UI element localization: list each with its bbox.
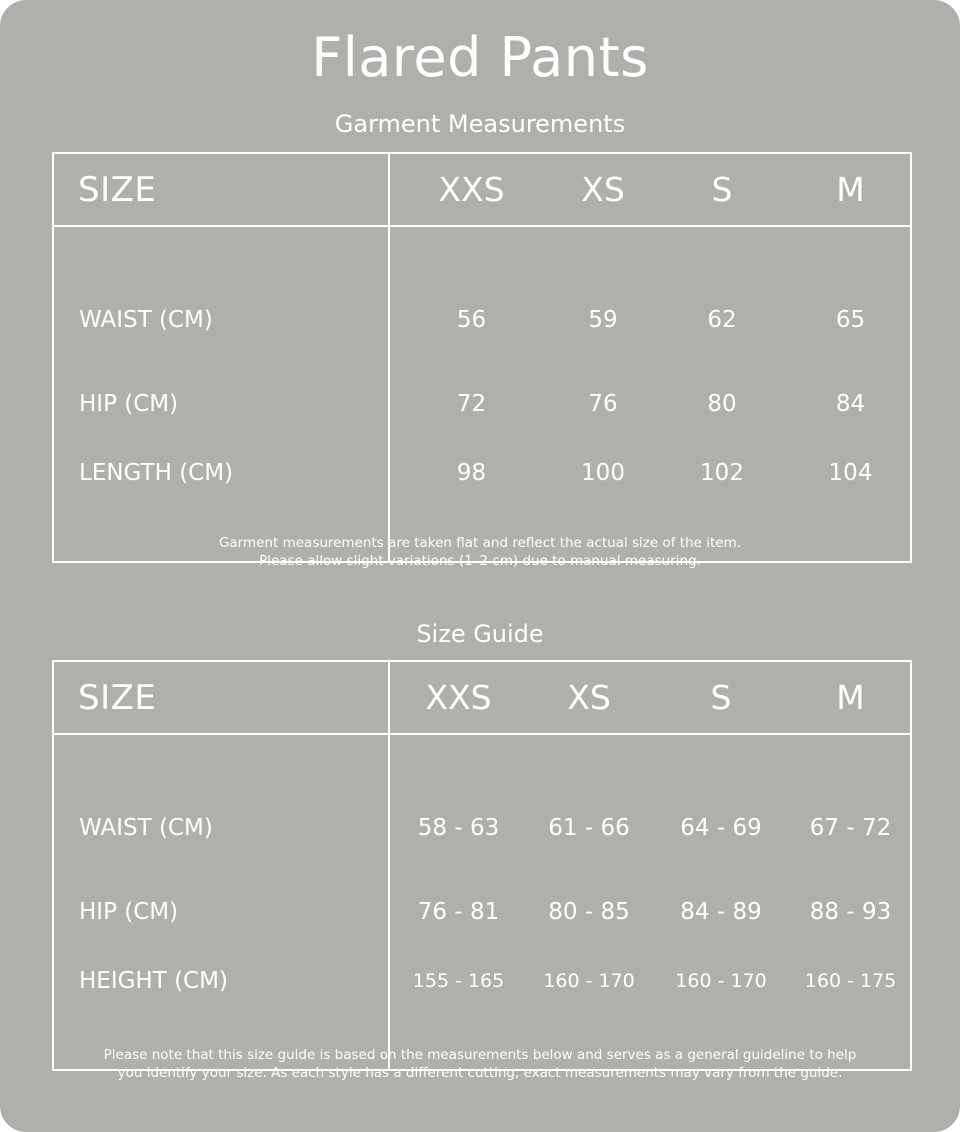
table-cell: 155 - 165 xyxy=(412,970,505,992)
note-line: you identify your size. As each style has a different cutting, exact measurements may vary from the guide. xyxy=(117,1065,843,1081)
table-row xyxy=(53,226,911,359)
table-cell: 58 - 63 xyxy=(417,815,500,841)
table-cell: 76 - 81 xyxy=(417,898,500,925)
table-header-row xyxy=(53,153,911,226)
note-line: Garment measurements are taken flat and reflect the actual size of the item. xyxy=(218,535,742,551)
size-header-xxs: XXS xyxy=(389,153,553,226)
size-header-s: S xyxy=(651,661,791,734)
table-cell: 98 xyxy=(456,460,487,486)
size-header-xs: XS xyxy=(527,661,651,734)
table-cell: 62 xyxy=(707,307,737,333)
note-line: Please allow slight variations (1–2 cm) due to manual measuring. xyxy=(259,553,701,569)
table-header-row xyxy=(53,661,911,734)
row-label-waist: WAIST (CM) xyxy=(53,226,389,359)
table-cell: 65 xyxy=(835,307,866,333)
size-header-s: S xyxy=(653,153,791,226)
row-label-length: LENGTH (CM) xyxy=(53,448,389,562)
size-guide-table xyxy=(52,660,912,1071)
table-cell: 160 - 175 xyxy=(804,970,897,992)
table-cell: 80 - 85 xyxy=(548,898,630,925)
size-header-m: M xyxy=(791,153,911,226)
garment-measurements-heading: Garment Measurements xyxy=(334,110,626,138)
table-cell: 61 - 66 xyxy=(548,815,630,841)
table-cell: 64 - 69 xyxy=(680,815,762,841)
table-cell: 160 - 170 xyxy=(543,970,635,992)
table-cell: 84 - 89 xyxy=(680,898,762,925)
table-row xyxy=(53,734,911,867)
row-label-waist: WAIST (CM) xyxy=(53,734,389,867)
table-cell: 80 xyxy=(707,390,737,417)
row-label-hip: HIP (CM) xyxy=(53,359,389,448)
size-header-label: SIZE xyxy=(53,153,389,226)
row-label-height: HEIGHT (CM) xyxy=(53,956,389,1070)
size-guide-note xyxy=(0,1046,960,1082)
garment-measurements-table xyxy=(52,152,912,563)
table-cell: 88 - 93 xyxy=(809,898,892,925)
garment-measurements-note xyxy=(0,534,960,570)
size-header-xxs: XXS xyxy=(389,661,527,734)
row-label-hip: HIP (CM) xyxy=(53,867,389,956)
table-cell: 84 xyxy=(835,390,866,417)
table-cell: 72 xyxy=(456,390,487,417)
size-header-xs: XS xyxy=(553,153,653,226)
table-cell: 59 xyxy=(588,307,618,333)
table-row xyxy=(53,867,911,956)
table-cell: 76 xyxy=(588,390,618,417)
size-header-m: M xyxy=(791,661,911,734)
table-cell: 100 xyxy=(581,460,625,486)
note-line: Please note that this size guide is based on the measurements below and serves as a general guideline to help xyxy=(103,1047,857,1063)
table-cell: 160 - 170 xyxy=(675,970,767,992)
size-guide-heading: Size Guide xyxy=(416,620,544,648)
table-row xyxy=(53,359,911,448)
table-cell: 56 xyxy=(456,307,487,333)
page-title: Flared Pants xyxy=(311,26,649,89)
size-header-label: SIZE xyxy=(53,661,389,734)
table-cell: 67 - 72 xyxy=(809,815,892,841)
table-cell: 104 xyxy=(828,460,873,486)
table-cell: 102 xyxy=(700,460,744,486)
